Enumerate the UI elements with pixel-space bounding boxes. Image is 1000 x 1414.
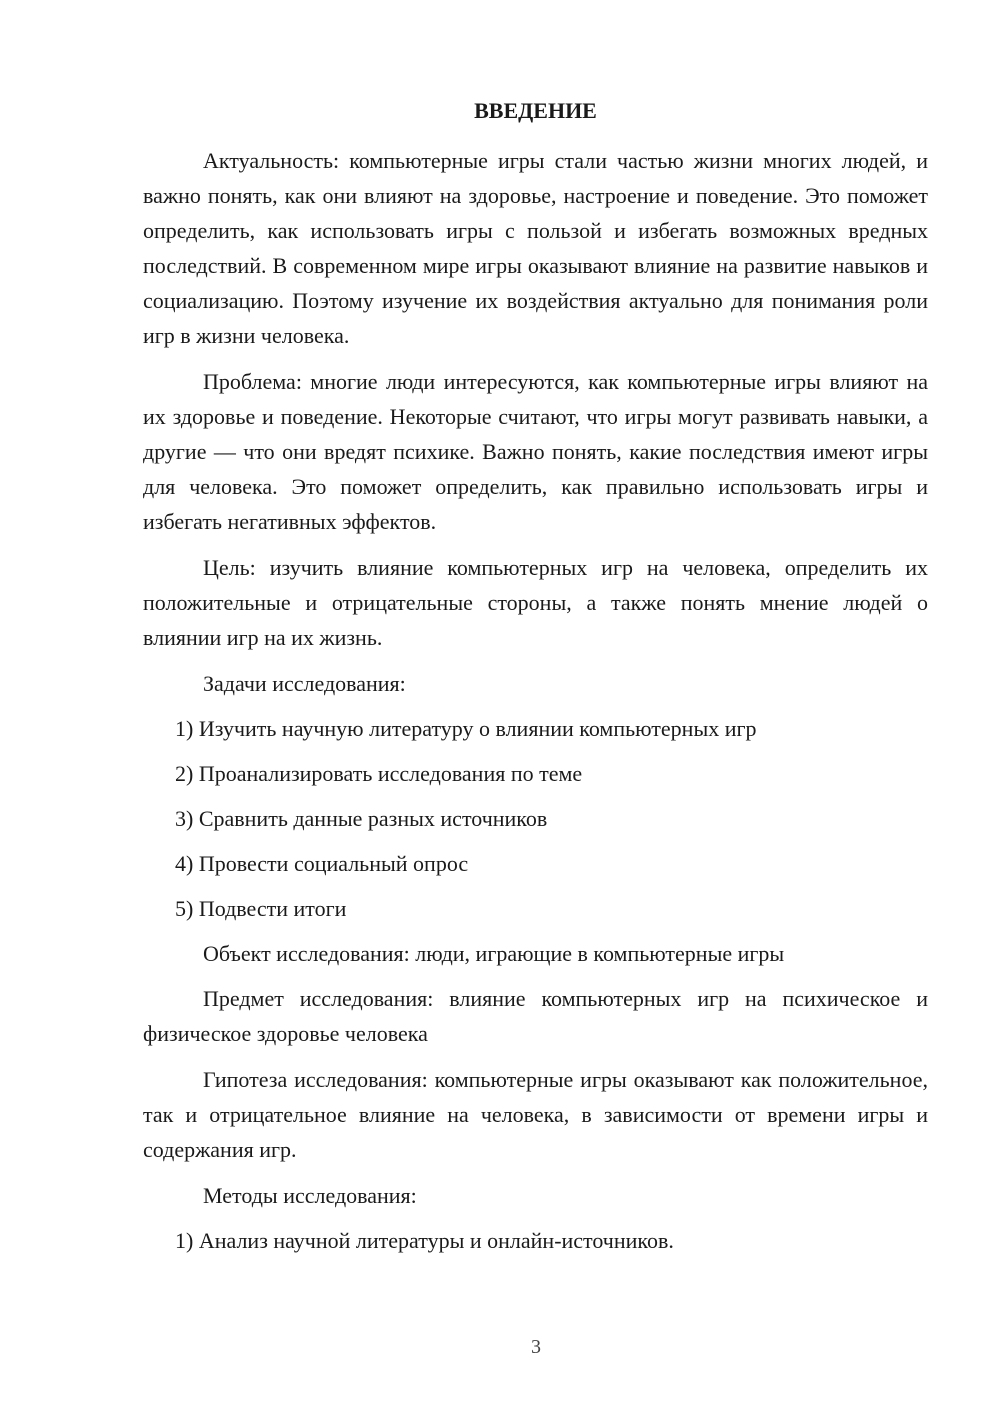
paragraph-goal: Цель: изучить влияние компьютерных игр на человека, определить их положительные и отрицательные стороны, а также понять мнение людей о влиянии игр на их жизнь. (143, 555, 928, 650)
list-item: 1) Анализ научной литературы и онлайн-источников. (175, 1228, 674, 1253)
page-title: ВВЕДЕНИЕ (474, 98, 597, 123)
methods-heading: Методы исследования: (203, 1183, 417, 1208)
page-number: 3 (531, 1336, 541, 1358)
paragraph-object: Объект исследования: люди, играющие в компьютерные игры (203, 941, 785, 966)
paragraph-relevance: Актуальность: компьютерные игры стали частью жизни многих людей, и важно понять, как они влияют на здоровье, настроение и поведение. Это поможет определить, как использовать игры с пользой и избегать возможных вредных последствий. В современном мире игры оказывают влияние на развитие навыков и социализацию. Поэтому изучение их воздействия актуально для понимания роли игр в жизни человека. (143, 148, 928, 348)
list-item: 1) Изучить научную литературу о влиянии компьютерных игр (175, 716, 757, 741)
list-item: 4) Провести социальный опрос (175, 851, 469, 876)
methods-list (143, 1223, 928, 1258)
paragraph-hypothesis: Гипотеза исследования: компьютерные игры оказывают как положительное, так и отрицательное влияние на человека, в зависимости от времени игры и содержания игр. (143, 1067, 928, 1162)
tasks-heading: Задачи исследования: (203, 671, 406, 696)
paragraph-problem: Проблема: многие люди интересуются, как компьютерные игры влияют на их здоровье и поведение. Некоторые считают, что игры могут развивать навыки, а другие — что они вредят психике. Важно понять, какие последствия имеют игры для человека. Это поможет определить, как правильно использовать игры и избегать негативных эффектов. (143, 369, 928, 534)
list-item: 2) Проанализировать исследования по теме (175, 761, 583, 786)
tasks-list (143, 711, 928, 926)
paragraph-subject: Предмет исследования: влияние компьютерных игр на психическое и физическое здоровье человека (143, 986, 928, 1046)
list-item: 5) Подвести итоги (175, 896, 347, 921)
document-body (143, 143, 928, 1268)
list-item: 3) Сравнить данные разных источников (175, 806, 548, 831)
